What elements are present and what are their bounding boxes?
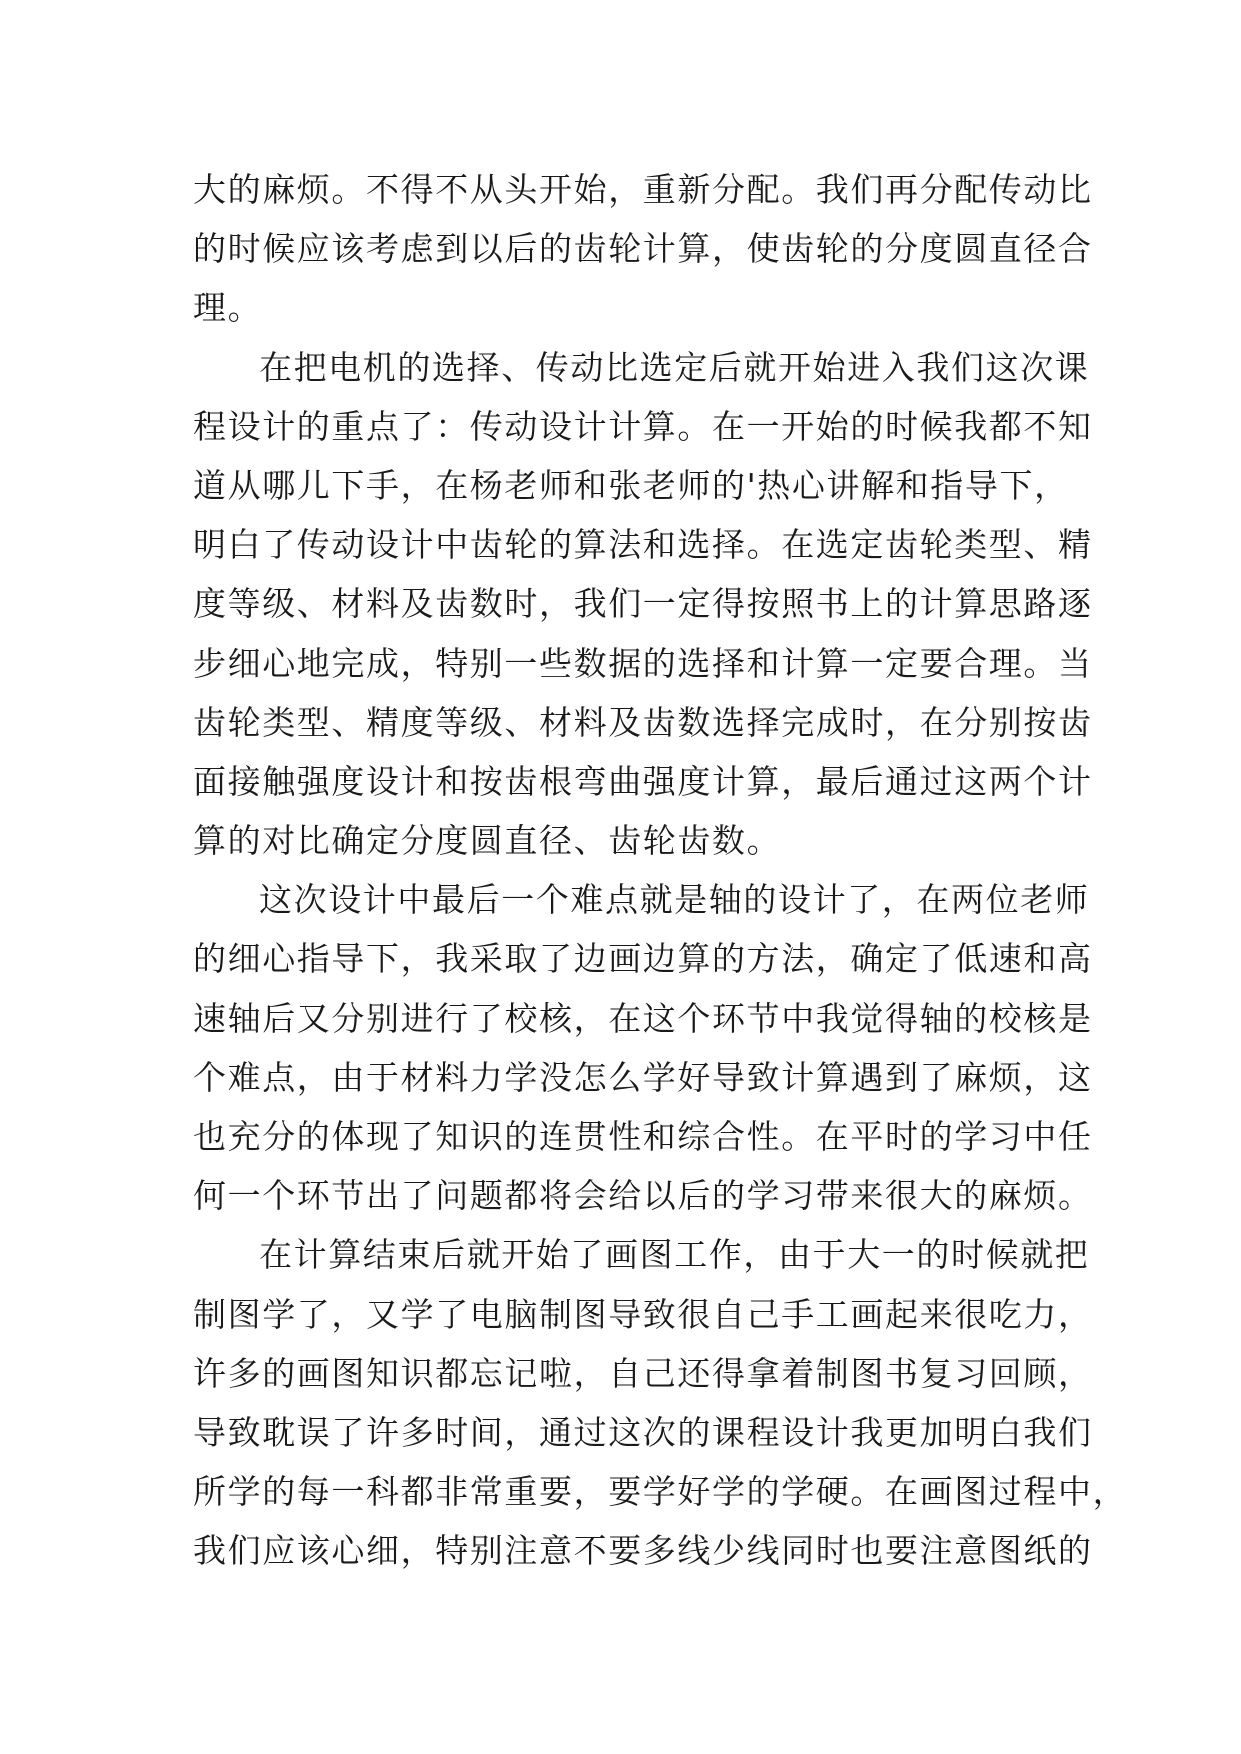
text-line: 明白了传动设计中齿轮的算法和选择。在选定齿轮类型、精 — [193, 525, 1093, 565]
text-line: 道从哪儿下手，在杨老师和张老师的'热心讲解和指导下， — [193, 465, 1069, 505]
text-line: 制图学了，又学了电脑制图导致很自己手工画起来很吃力， — [193, 1294, 1093, 1334]
text-line: 程设计的重点了：传动设计计算。在一开始的时候我都不知 — [193, 406, 1093, 446]
text-line: 大的麻烦。不得不从头开始，重新分配。我们再分配传动比 — [193, 170, 1093, 209]
text-line: 齿轮类型、精度等级、材料及齿数选择完成时，在分别按齿 — [193, 702, 1093, 742]
text-line: 许多的画图知识都忘记啦，自己还得拿着制图书复习回顾， — [193, 1353, 1093, 1393]
text-line: 何一个环节出了问题都将会给以后的学习带来很大的麻烦。 — [193, 1176, 1093, 1216]
text-line: 所学的每一科都非常重要，要学好学的学硬。在画图过程中， — [193, 1472, 1128, 1512]
text-line: 的细心指导下，我采取了边画边算的方法，确定了低速和高 — [193, 939, 1093, 979]
paragraph-first-line: 在计算结束后就开始了画图工作，由于大一的时候就把 — [259, 1235, 1090, 1275]
text-line: 导致耽误了许多时间，通过这次的课程设计我更加明白我们 — [193, 1412, 1093, 1452]
text-line: 步细心地完成，特别一些数据的选择和计算一定要合理。当 — [193, 643, 1093, 683]
text-line: 也充分的体现了知识的连贯性和综合性。在平时的学习中任 — [193, 1117, 1093, 1156]
text-line: 度等级、材料及齿数时，我们一定得按照书上的计算思路逐 — [193, 584, 1093, 624]
text-line: 面接触强度设计和按齿根弯曲强度计算，最后通过这两个计 — [193, 761, 1093, 801]
paragraph-first-line: 这次设计中最后一个难点就是轴的设计了，在两位老师 — [259, 880, 1090, 920]
text-line: 的时候应该考虑到以后的齿轮计算，使齿轮的分度圆直径合 — [193, 229, 1093, 269]
text-line: 算的对比确定分度圆直径、齿轮齿数。 — [193, 821, 782, 861]
paragraph-first-line: 在把电机的选择、传动比选定后就开始进入我们这次课 — [259, 347, 1090, 387]
text-line: 个难点，由于材料力学没怎么学好导致计算遇到了麻烦，这 — [193, 1057, 1093, 1097]
text-line: 速轴后又分别进行了校核，在这个环节中我觉得轴的校核是 — [193, 998, 1093, 1038]
text-line: 我们应该心细，特别注意不要多线少线同时也要注意图纸的 — [193, 1531, 1093, 1571]
text-line: 理。 — [193, 288, 263, 328]
body-text — [193, 160, 1128, 1581]
